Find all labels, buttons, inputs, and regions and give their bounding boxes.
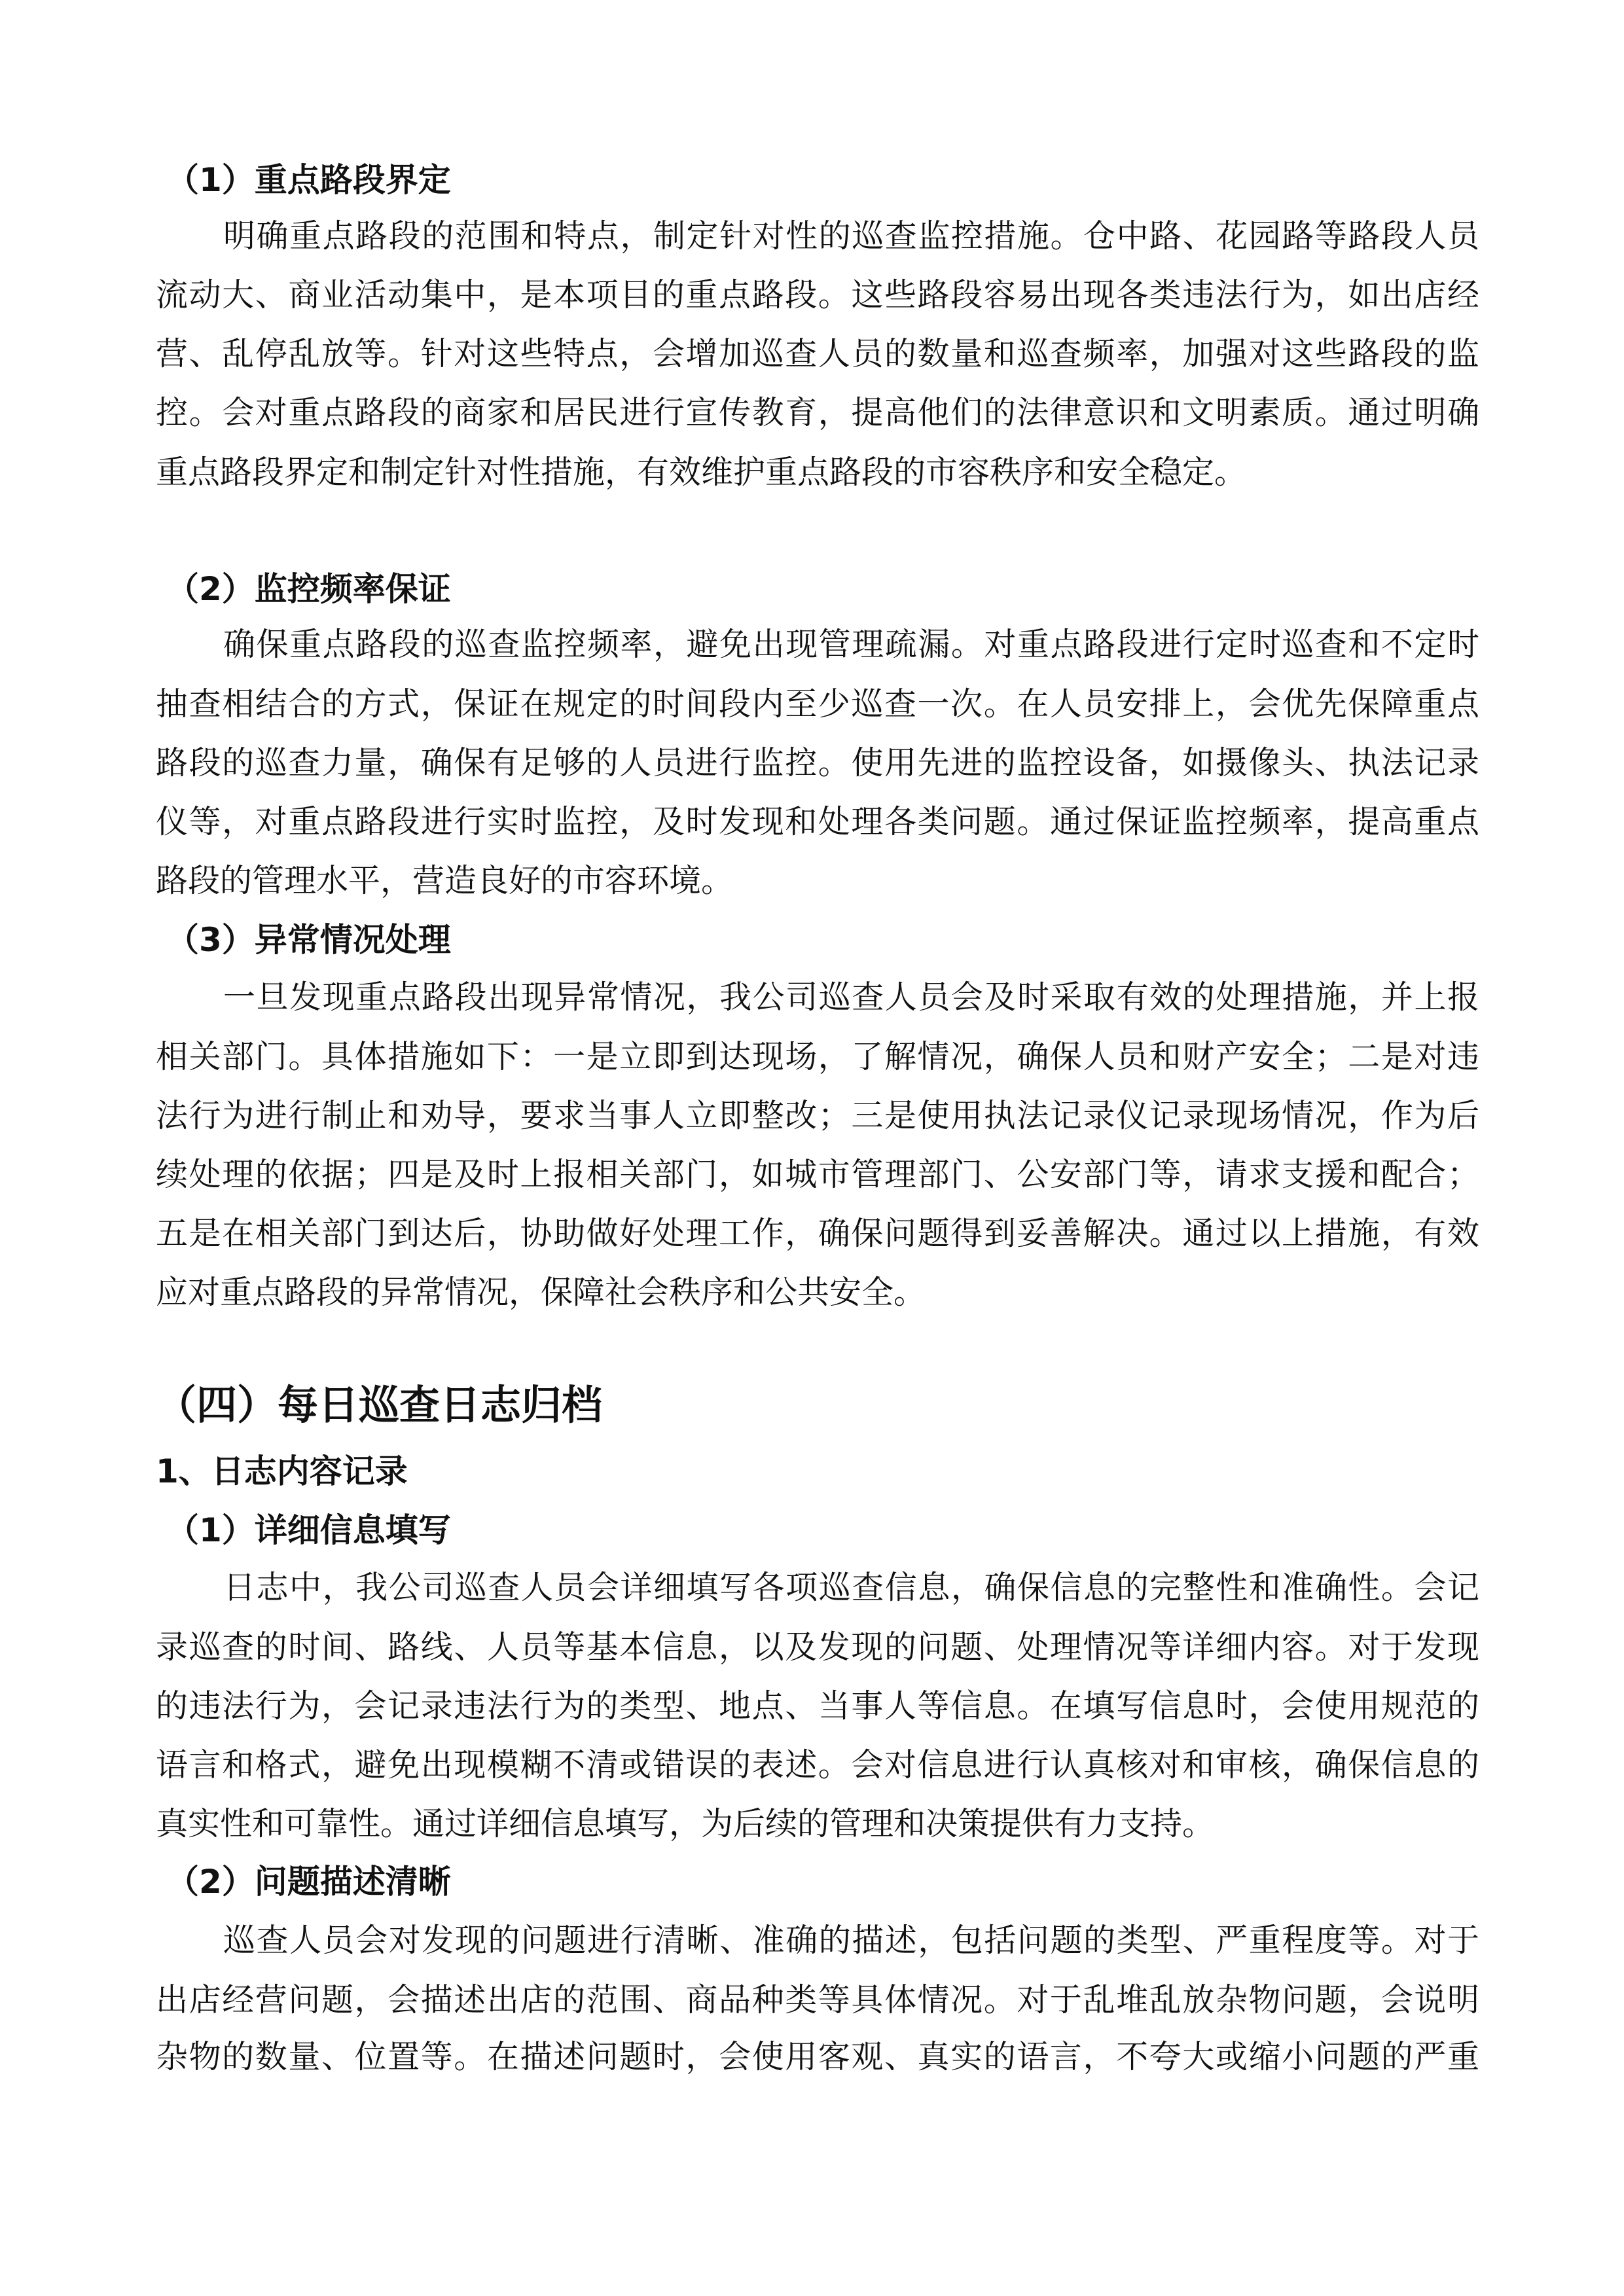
paragraph-line: 五是在相关部门到达后，协助做好处理工作，确保问题得到妥善解决。通过以上措施，有效 xyxy=(156,1215,1479,1252)
heading-abnormal-handling: （3）异常情况处理 xyxy=(166,921,451,959)
paragraph-line: 录巡查的时间、路线、人员等基本信息，以及发现的问题、处理情况等详细内容。对于发现 xyxy=(156,1628,1479,1666)
paragraph-line: 明确重点路段的范围和特点，制定针对性的巡查监控措施。仓中路、花园路等路段人员 xyxy=(223,217,1479,255)
paragraph-line: 真实性和可靠性。通过详细信息填写，为后续的管理和决策提供有力支持。 xyxy=(156,1805,1215,1842)
paragraph-line: 语言和格式，避免出现模糊不清或错误的表述。会对信息进行认真核对和审核，确保信息的 xyxy=(156,1746,1479,1784)
heading-key-road-definition: （1）重点路段界定 xyxy=(166,161,451,199)
heading-problem-description: （2）问题描述清晰 xyxy=(166,1863,451,1901)
paragraph-line: 重点路段界定和制定针对性措施，有效维护重点路段的市容秩序和安全稳定。 xyxy=(156,454,1247,491)
heading-detailed-info: （1）详细信息填写 xyxy=(166,1511,451,1549)
paragraph-line: 路段的巡查力量，确保有足够的人员进行监控。使用先进的监控设备，如摄像头、执法记录 xyxy=(156,744,1479,781)
paragraph-line: 应对重点路段的异常情况，保障社会秩序和公共安全。 xyxy=(156,1274,926,1311)
paragraph-line: 路段的管理水平，营造良好的市容环境。 xyxy=(156,862,734,899)
paragraph-line: 控。会对重点路段的商家和居民进行宣传教育，提高他们的法律意识和文明素质。通过明确 xyxy=(156,394,1479,431)
paragraph-line: 日志中，我公司巡查人员会详细填写各项巡查信息，确保信息的完整性和准确性。会记 xyxy=(223,1569,1479,1606)
paragraph-line: 续处理的依据；四是及时上报相关部门，如城市管理部门、公安部门等，请求支援和配合； xyxy=(156,1156,1479,1193)
paragraph-line: 相关部门。具体措施如下：一是立即到达现场，了解情况，确保人员和财产安全；二是对违 xyxy=(156,1038,1479,1075)
subheading-log-content: 1、日志内容记录 xyxy=(156,1452,408,1490)
paragraph-line: 一旦发现重点路段出现异常情况，我公司巡查人员会及时采取有效的处理措施，并上报 xyxy=(223,978,1479,1016)
heading-monitoring-frequency: （2）监控频率保证 xyxy=(166,570,451,608)
paragraph-line: 流动大、商业活动集中，是本项目的重点路段。这些路段容易出现各类违法行为，如出店经 xyxy=(156,276,1479,314)
paragraph-line: 营、乱停乱放等。针对这些特点，会增加巡查人员的数量和巡查频率，加强对这些路段的监 xyxy=(156,335,1479,372)
paragraph-line: 抽查相结合的方式，保证在规定的时间段内至少巡查一次。在人员安排上，会优先保障重点 xyxy=(156,685,1479,723)
paragraph-line: 确保重点路段的巡查监控频率，避免出现管理疏漏。对重点路段进行定时巡查和不定时 xyxy=(223,626,1479,663)
paragraph-line: 法行为进行制止和劝导，要求当事人立即整改；三是使用执法记录仪记录现场情况，作为后 xyxy=(156,1097,1479,1134)
paragraph-line: 杂物的数量、位置等。在描述问题时，会使用客观、真实的语言，不夸大或缩小问题的严重 xyxy=(156,2038,1479,2075)
section-heading-daily-log: （四）每日巡查日志归档 xyxy=(156,1381,603,1429)
paragraph-line: 巡查人员会对发现的问题进行清晰、准确的描述，包括问题的类型、严重程度等。对于 xyxy=(223,1922,1479,1959)
paragraph-line: 仪等，对重点路段进行实时监控，及时发现和处理各类问题。通过保证监控频率，提高重点 xyxy=(156,803,1479,840)
paragraph-line: 出店经营问题，会描述出店的范围、商品种类等具体情况。对于乱堆乱放杂物问题，会说明 xyxy=(156,1981,1479,2018)
paragraph-line: 的违法行为，会记录违法行为的类型、地点、当事人等信息。在填写信息时，会使用规范的 xyxy=(156,1687,1479,1725)
